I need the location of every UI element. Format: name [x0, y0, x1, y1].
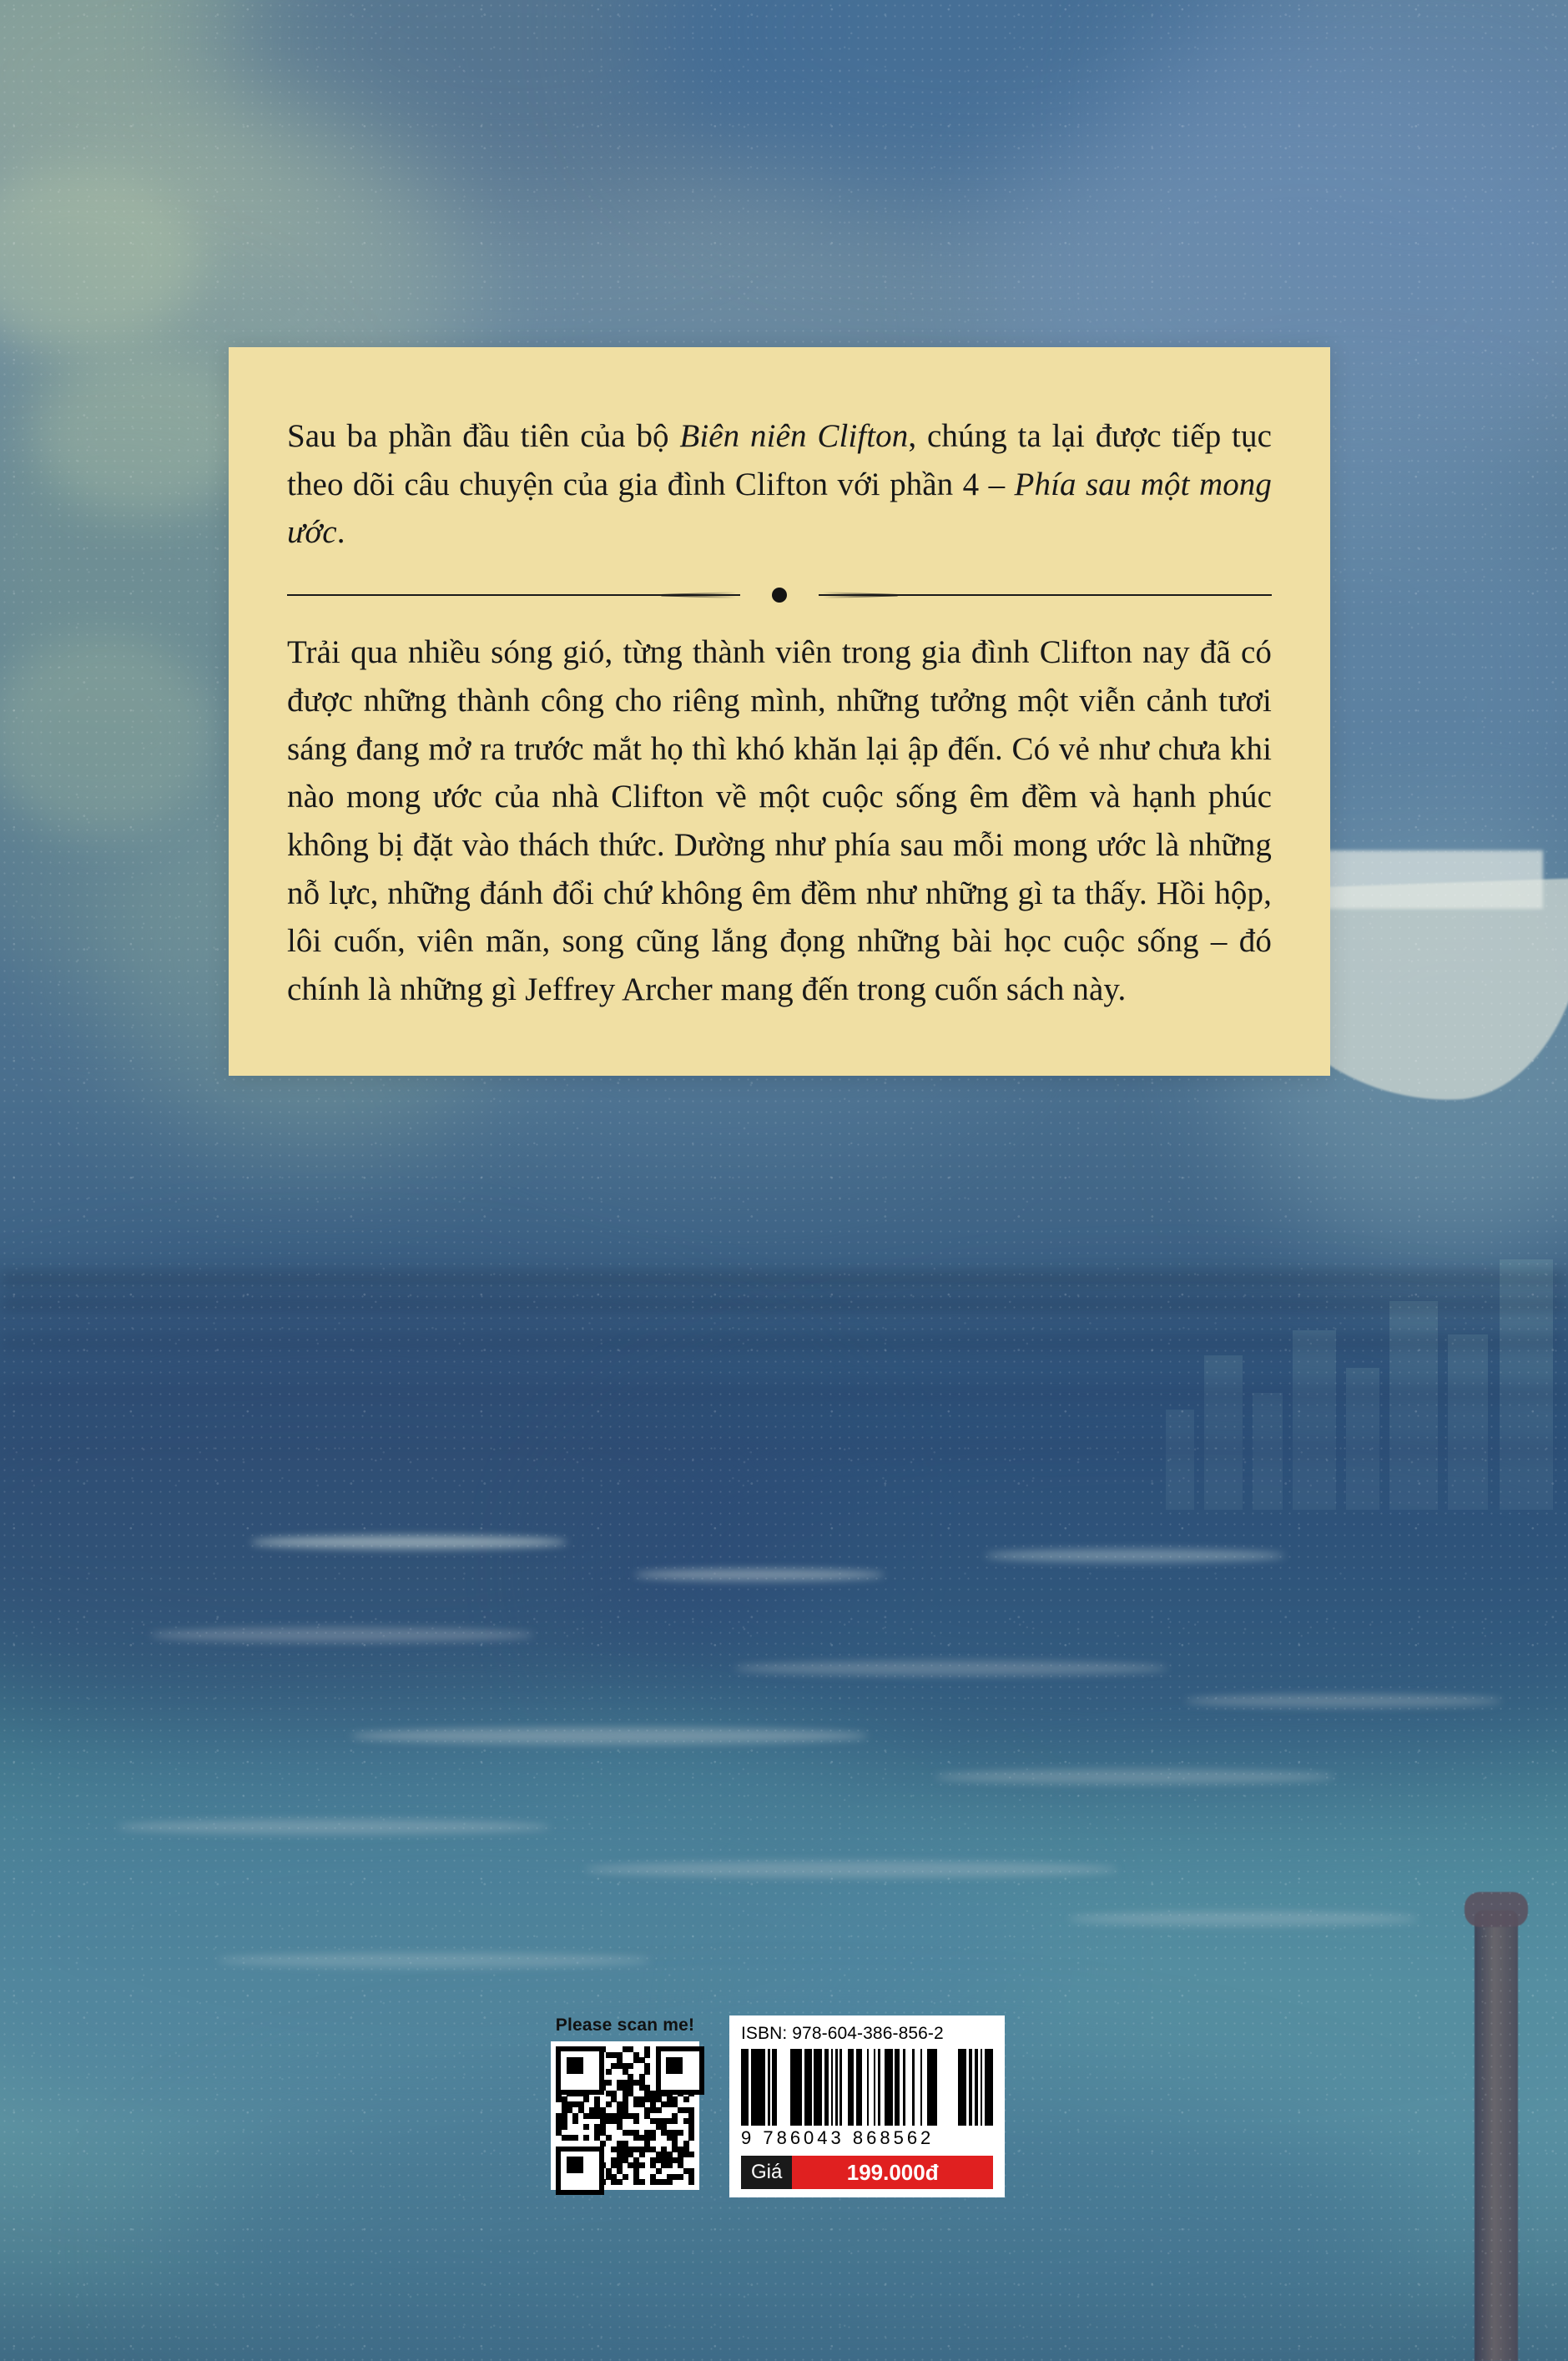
volume-title: Phía sau một mong ước — [287, 466, 1273, 551]
blurb-intro-before: Sau ba phần đầu tiên của bộ — [287, 418, 680, 454]
blurb-body: Trải qua nhiều sóng gió, từng thành viên trong gia đình Clifton nay đã có được những thành công cho riêng mình, những tưởng một viễn cảnh tươi sáng đang mở ra trước mắt họ thì khó khăn lại ập đến. Có vẻ như chưa khi nào mong ước của nhà Clifton về một cuộc sống êm đềm và hạnh phúc không bị đặt vào thách thức. Dường như phía sau mỗi mong ước là những nỗ lực, những đánh đổi chứ không êm đềm như những gì ta thấy. Hồi hộp, lôi cuốn, viên mãn, song cũng lắng đọng những bài học cuộc sống – đó chính là những gì Jeffrey Archer mang đến trong cuốn sách này. — [287, 634, 1272, 1008]
divider-dot — [772, 588, 787, 603]
isbn-label: ISBN: 978-604-386-856-2 — [741, 2024, 944, 2043]
ean13-barcode — [741, 2049, 993, 2126]
blurb-intro-after: . — [336, 514, 345, 551]
series-title: Biên niên Clifton — [679, 418, 909, 454]
barcode-digits: 9 786043 868562 — [741, 2127, 935, 2148]
price-value: 199.000đ — [792, 2156, 993, 2189]
blurb-panel — [229, 347, 1330, 1076]
barcode-block — [729, 2015, 1005, 2197]
price-label: Giá — [741, 2156, 792, 2189]
ornamental-divider — [287, 575, 1272, 615]
qr-code[interactable] — [551, 2041, 699, 2190]
cover-footer — [551, 2015, 1005, 2197]
qr-caption: Please scan me! — [555, 2015, 695, 2035]
price-tag — [741, 2156, 993, 2189]
blurb-intro-middle: , chúng ta lại được tiếp tục theo dõi câu chuyện của gia đình Clifton với phần 4 – — [287, 418, 1272, 502]
blurb-intro — [287, 412, 1272, 557]
qr-block — [551, 2015, 699, 2190]
